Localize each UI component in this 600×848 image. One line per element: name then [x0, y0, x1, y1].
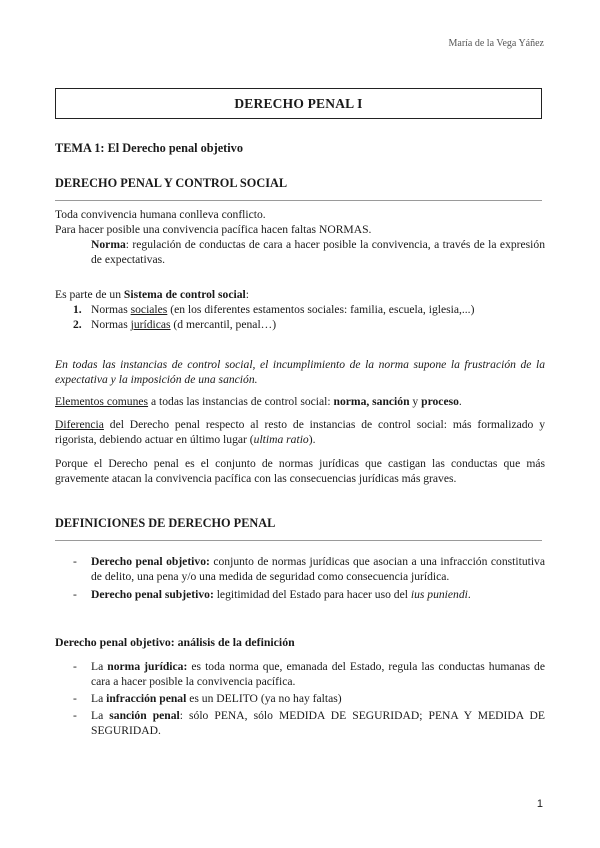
definition-text: legitimidad del Estado para hacer uso del: [213, 588, 411, 601]
norma-definition-text: : regulación de conductas de cara a hacer posible la convivencia, a través de la expresión de expectativas.: [91, 238, 545, 266]
dash-bullet: -: [73, 692, 77, 705]
definition-italic: ius puniendi: [410, 588, 468, 601]
control-system-line: [55, 287, 545, 302]
section-divider: [55, 200, 542, 201]
norma-term: Norma: [91, 238, 126, 251]
analysis-text: es toda norma que, emanada del Estado, regula las conductas humanas de cara a hacer posible la convivencia pacífica.: [91, 660, 545, 688]
because-paragraph: Porque el Derecho penal es el conjunto de normas jurídicas que castigan las conductas que más gravemente atacan la convivencia pacífica con las consecuencias jurídicas más graves.: [55, 457, 545, 485]
analysis-text: La: [91, 709, 110, 722]
analysis-text: : sólo PENA, sólo MEDIDA DE SEGURIDAD; PENA Y MEDIDA DE SEGURIDAD.: [91, 709, 545, 737]
analysis-item: [55, 708, 545, 738]
list-item: [55, 317, 545, 332]
common-text: a todas las instancias de control social:: [148, 395, 334, 408]
definition-item: [55, 554, 545, 584]
definition-term: Derecho penal subjetivo:: [91, 588, 214, 601]
list-number: 1.: [73, 303, 82, 316]
analysis-term: sanción penal: [109, 709, 180, 722]
analysis-list: [55, 659, 545, 738]
paragraph: Para hacer posible una convivencia pacífica hacen faltas NORMAS.: [55, 223, 372, 236]
common-bold: proceso: [421, 395, 459, 408]
dash-bullet: -: [73, 555, 77, 568]
common-bold: norma, sanción: [333, 395, 410, 408]
norma-definition: [55, 237, 545, 267]
difference-text: del Derecho penal respecto al resto de instancias de control social: más formalizado y rigorista, debiendo actuar en último lugar (: [55, 418, 545, 446]
list-number: 2.: [73, 318, 82, 331]
section-heading-analysis: Derecho penal objetivo: análisis de la definición: [55, 635, 295, 649]
section-divider: [55, 540, 542, 541]
author-header: María de la Vega Yáñez: [448, 38, 544, 49]
list-text: Normas: [91, 303, 131, 316]
analysis-term: norma jurídica:: [107, 660, 188, 673]
section-heading-control-social: DERECHO PENAL Y CONTROL SOCIAL: [55, 176, 288, 190]
list-text: (d mercantil, penal…): [170, 318, 277, 331]
topic-heading: TEMA 1: El Derecho penal objetivo: [55, 141, 243, 155]
difference-paragraph: [55, 417, 545, 447]
definition-text: .: [467, 588, 471, 601]
analysis-text: La: [91, 692, 107, 705]
definitions-list: [55, 554, 545, 602]
definition-term: Derecho penal objetivo:: [91, 555, 210, 568]
definition-item: [55, 587, 545, 602]
analysis-text: La: [91, 660, 108, 673]
common-text: .: [458, 395, 462, 408]
common-text: y: [409, 395, 422, 408]
paragraph: Toda convivencia humana conlleva conflicto.: [55, 208, 266, 221]
analysis-item: [55, 691, 545, 706]
definition-text: conjunto de normas jurídicas que asocian a una infracción constitutiva de delito, una pena y/o una medida de seguridad como consecuencia jurídica.: [91, 555, 545, 583]
common-term: Elementos comunes: [55, 395, 149, 408]
difference-term: Diferencia: [55, 418, 104, 431]
list-text: Normas: [91, 318, 131, 331]
italic-paragraph: En todas las instancias de control social, el incumplimiento de la norma supone la frustración de la expectativa y la imposición de una sanción.: [55, 358, 545, 386]
difference-text: ).: [308, 433, 316, 446]
dash-bullet: -: [73, 588, 77, 601]
common-elements-line: [55, 394, 545, 409]
list-term: sociales: [130, 303, 168, 316]
document-title: DERECHO PENAL I: [55, 88, 542, 119]
system-suffix: :: [245, 288, 249, 301]
list-term: jurídicas: [130, 318, 171, 331]
difference-italic: ultima ratio: [253, 433, 309, 446]
list-item: [55, 302, 545, 317]
dash-bullet: -: [73, 660, 77, 673]
system-term: Sistema de control social: [123, 288, 246, 301]
page-number: 1: [536, 798, 543, 810]
analysis-text: es un DELITO (ya no hay faltas): [186, 692, 342, 705]
section-heading-definitions: DEFINICIONES DE DERECHO PENAL: [55, 516, 276, 530]
system-prefix: Es parte de un: [55, 288, 124, 301]
list-text: (en los diferentes estamentos sociales: familia, escuela, iglesia,...): [167, 303, 475, 316]
analysis-term: infracción penal: [106, 692, 187, 705]
control-system-block: [55, 287, 545, 332]
dash-bullet: -: [73, 709, 77, 722]
section-control-social-body: [55, 207, 545, 267]
analysis-item: [55, 659, 545, 689]
